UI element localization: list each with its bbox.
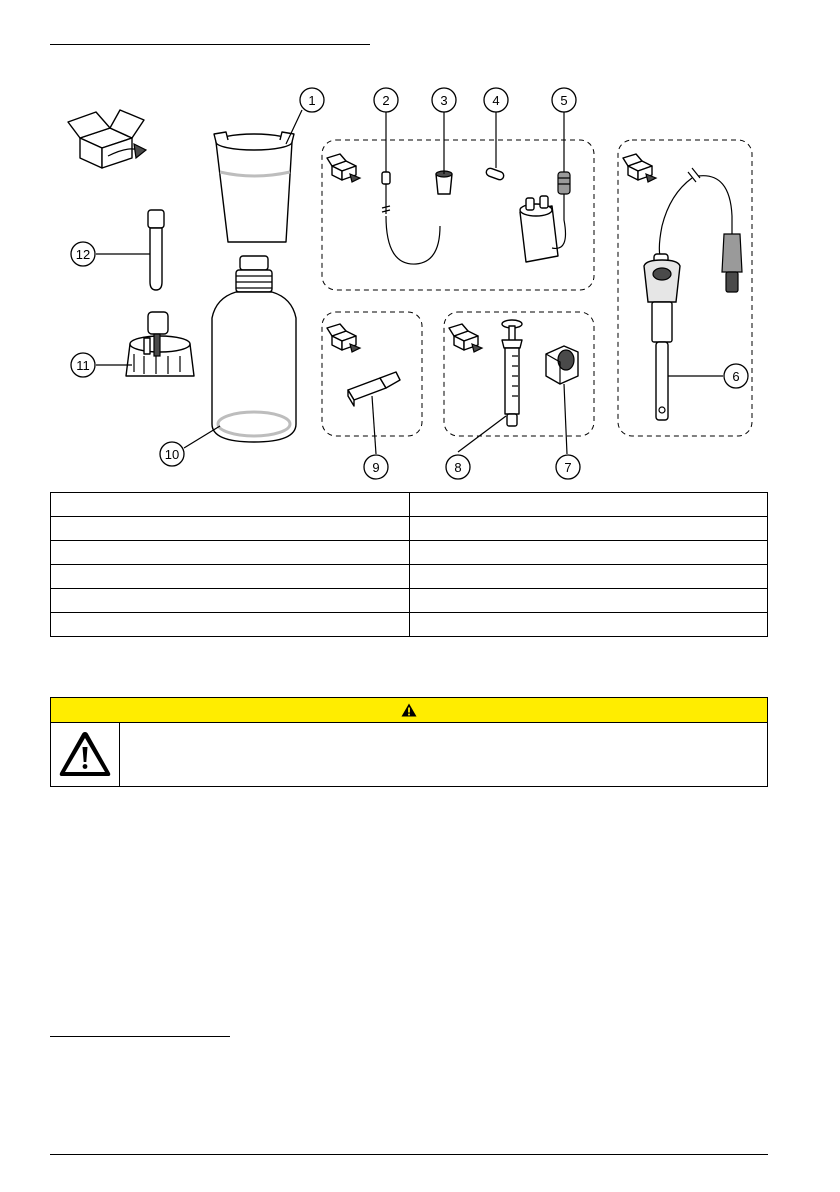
svg-text:12: 12 (75, 247, 91, 262)
callout-6 (724, 364, 748, 388)
table-row (51, 517, 768, 541)
leader-9 (372, 396, 376, 454)
callout-4 (484, 88, 508, 112)
warning-triangle-icon (58, 730, 112, 778)
callout-8 (446, 455, 470, 479)
callout-12 (71, 242, 95, 266)
svg-text:5: 5 (560, 93, 568, 108)
warning-box (50, 697, 768, 787)
footer-rule (50, 1154, 768, 1155)
table-row (51, 541, 768, 565)
callout-2 (374, 88, 398, 112)
bottle (212, 256, 296, 442)
svg-text:4: 4 (492, 93, 500, 108)
bottle-cap (126, 312, 194, 376)
beaker (214, 132, 294, 242)
leader-10 (184, 426, 220, 448)
vial (148, 210, 164, 290)
tubing (382, 172, 440, 264)
svg-text:8: 8 (454, 460, 462, 475)
header-rule (50, 44, 370, 45)
svg-text:1: 1 (308, 93, 316, 108)
electrode-assembly (520, 172, 570, 262)
table-row (51, 565, 768, 589)
svg-text:7: 7 (564, 460, 572, 475)
callout-5 (552, 88, 576, 112)
callout-11 (71, 353, 95, 377)
table-row (51, 589, 768, 613)
svg-text:11: 11 (76, 358, 90, 373)
leader-1 (286, 110, 302, 144)
svg-text:9: 9 (372, 460, 380, 475)
warning-banner (51, 698, 767, 723)
pin (485, 167, 505, 181)
parts-illustration (40, 76, 770, 486)
table-row (51, 613, 768, 637)
open-box-icon (68, 110, 146, 168)
svg-text:3: 3 (440, 93, 448, 108)
leader-7 (564, 384, 567, 454)
callout-7 (556, 455, 580, 479)
footnote-rule (50, 1036, 230, 1037)
parts-table (50, 492, 768, 637)
svg-text:6: 6 (732, 369, 740, 384)
svg-text:2: 2 (382, 93, 390, 108)
callout-1 (300, 88, 324, 112)
seal-cup (436, 171, 452, 194)
table-row (51, 493, 768, 517)
leader-8 (458, 416, 506, 452)
box-icon-usb (327, 324, 360, 352)
box-icon-syringe (449, 324, 482, 352)
holder-block (546, 346, 578, 384)
callout-9 (364, 455, 388, 479)
box-icon-probe (623, 154, 656, 182)
warning-triangle-icon (401, 703, 417, 717)
svg-text:10: 10 (164, 447, 180, 462)
box-icon-electrode-kit (327, 154, 360, 182)
usb-stick (348, 372, 400, 406)
callout-10 (160, 442, 184, 466)
syringe (502, 320, 522, 426)
warning-icon-cell (51, 722, 120, 786)
callout-3 (432, 88, 456, 112)
